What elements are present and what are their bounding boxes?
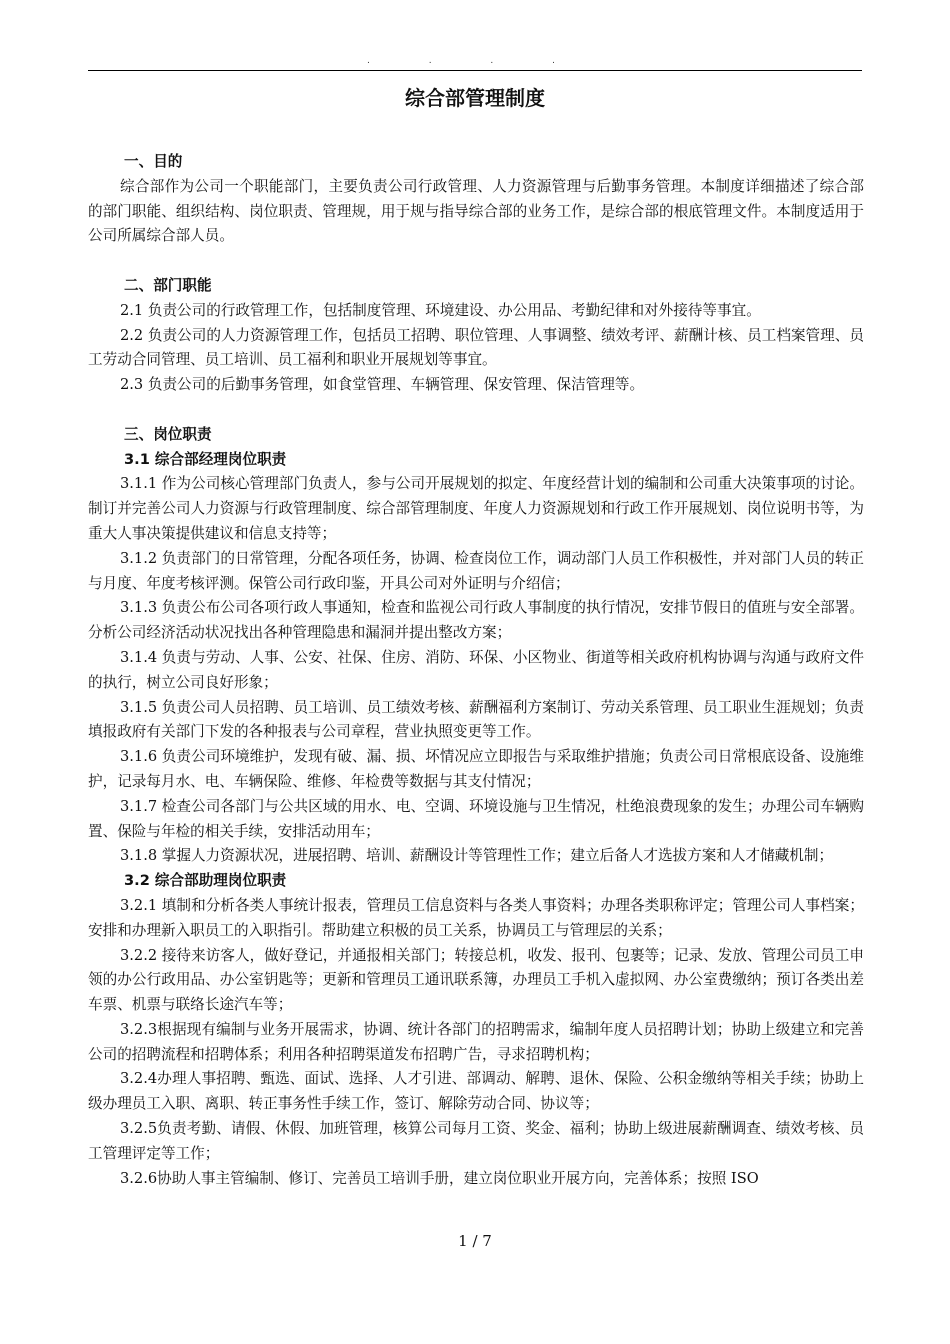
- section-heading-purpose: 一、目的: [124, 153, 183, 170]
- subsection-heading-manager: 3.1 综合部经理岗位职责: [124, 450, 287, 468]
- duty-item: 3.1.5 负责公司人员招聘、员工培训、员工绩效考核、薪酬福利方案制订、劳动关系管理、员工职业生涯规划；负责填报政府有关部门下发的各种报表与公司章程，营业执照变更等工作。: [88, 698, 864, 741]
- header-rule: [88, 70, 862, 71]
- duty-item: 3.1.6 负责公司环境维护，发现有破、漏、损、坏情况应立即报告与采取维护措施；负责公司日常根底设备、设施维护，记录每月水、电、车辆保险、维修、年检费等数据与其支付情况；: [88, 748, 864, 790]
- paragraph: 2.3 负责公司的后勤事务管理，如食堂管理、车辆管理、保安管理、保洁管理等。: [120, 376, 645, 394]
- duty-item: 3.1.4 负责与劳动、人事、公安、社保、住房、消防、环保、小区物业、街道等相关政府机构协调与沟通与政府文件的执行，树立公司良好形象；: [88, 648, 864, 691]
- document-body: [88, 150, 864, 1191]
- duty-item: 3.1.8 掌握人力资源状况，进展招聘、培训、薪酬设计等管理性工作；建立后备人才选拔方案和人才储藏机制；: [120, 847, 834, 865]
- page-number: 1 / 7: [458, 1232, 492, 1250]
- paragraph: 综合部作为公司一个职能部门，主要负责公司行政管理、人力资源管理与后勤事务管理。本制度详细描述了综合部的部门职能、组织结构、岗位职责、管理规，用于规与指导综合部的业务工作，是综合部的根底管理文件。本制度适用于公司所属综合部人员。: [88, 177, 864, 245]
- duty-item: 3.2.2 接待来访客人，做好登记，并通报相关部门；转接总机，收发、报刊、包裹等；记录、发放、管理公司员工申领的办公行政用品、办公室钥匙等；更新和管理员工通讯联系簿，办理员工手机入虚拟网、办公室费缴纳；预订各类出差车票、机票与联络长途汽车等；: [88, 946, 864, 1014]
- duty-item: 3.1.7 检查公司各部门与公共区域的用水、电、空调、环境设施与卫生情况，杜绝浪费现象的发生；办理公司车辆购置、保险与年检的相关手续，安排活动用车；: [88, 797, 864, 840]
- duty-item: 3.2.1 填制和分析各类人事统计报表，管理员工信息资料与各类人事资料；办理各类职称评定；管理公司人事档案；安排和办理新入职员工的入职指引。帮助建立积极的员工关系，协调员工与管理层的关系；: [88, 896, 864, 939]
- subsection-heading-assistant: 3.2 综合部助理岗位职责: [124, 872, 287, 890]
- document-title: 综合部管理制度: [405, 86, 545, 110]
- duty-item: 3.2.3根据现有编制与业务开展需求，协调、统计各部门的招聘需求，编制年度人员招聘计划；协助上级建立和完善公司的招聘流程和招聘体系；利用各种招聘渠道发布招聘广告，寻求招聘机构；: [88, 1020, 864, 1063]
- section-heading-functions: 二、部门职能: [124, 276, 212, 294]
- duty-item: 3.1.3 负责公布公司各项行政人事通知，检查和监视公司行政人事制度的执行情况，安排节假日的值班与安全部署。分析公司经济活动状况找出各种管理隐患和漏洞并提出整改方案；: [88, 599, 864, 642]
- section-heading-duties: 三、岗位职责: [124, 425, 212, 443]
- duty-item: 3.1.1 作为公司核心管理部门负责人，参与公司开展规划的拟定、年度经营计划的编制和公司重大决策事项的讨论。制订并完善公司人力资源与行政管理制度、综合部管理制度、年度人力资源规划和行政工作开展规划、岗位说明书等，为重大人事决策提供建议和信息支持等；: [88, 475, 864, 542]
- duty-item: 3.1.2 负责部门的日常管理，分配各项任务，协调、检查岗位工作，调动部门人员工作积极性，并对部门人员的转正与月度、年度考核评测。保管公司行政印鉴，开具公司对外证明与介绍信；: [88, 549, 864, 592]
- header-dots: . . . .: [366, 56, 584, 66]
- paragraph: 2.2 负责公司的人力资源管理工作，包括员工招聘、职位管理、人事调整、绩效考评、薪酬计核、员工档案管理、员工劳动合同管理、员工培训、员工福利和职业开展规划等事宜。: [88, 326, 864, 369]
- duty-item: 3.2.5负责考勤、请假、休假、加班管理，核算公司每月工资、奖金、福利；协助上级进展薪酬调查、绩效考核、员工管理评定等工作；: [88, 1120, 864, 1162]
- duty-item: 3.2.4办理人事招聘、甄选、面试、选择、人才引进、部调动、解聘、退休、保险、公积金缴纳等相关手续；协助上级办理员工入职、离职、转正事务性手续工作，签订、解除劳动合同、协议等；: [88, 1070, 864, 1113]
- duty-item: 3.2.6协助人事主管编制、修订、完善员工培训手册，建立岗位职业开展方向，完善体系；按照 ISO: [120, 1169, 759, 1187]
- paragraph: 2.1 负责公司的行政管理工作，包括制度管理、环境建设、办公用品、考勤纪律和对外接待等事宜。: [120, 301, 761, 319]
